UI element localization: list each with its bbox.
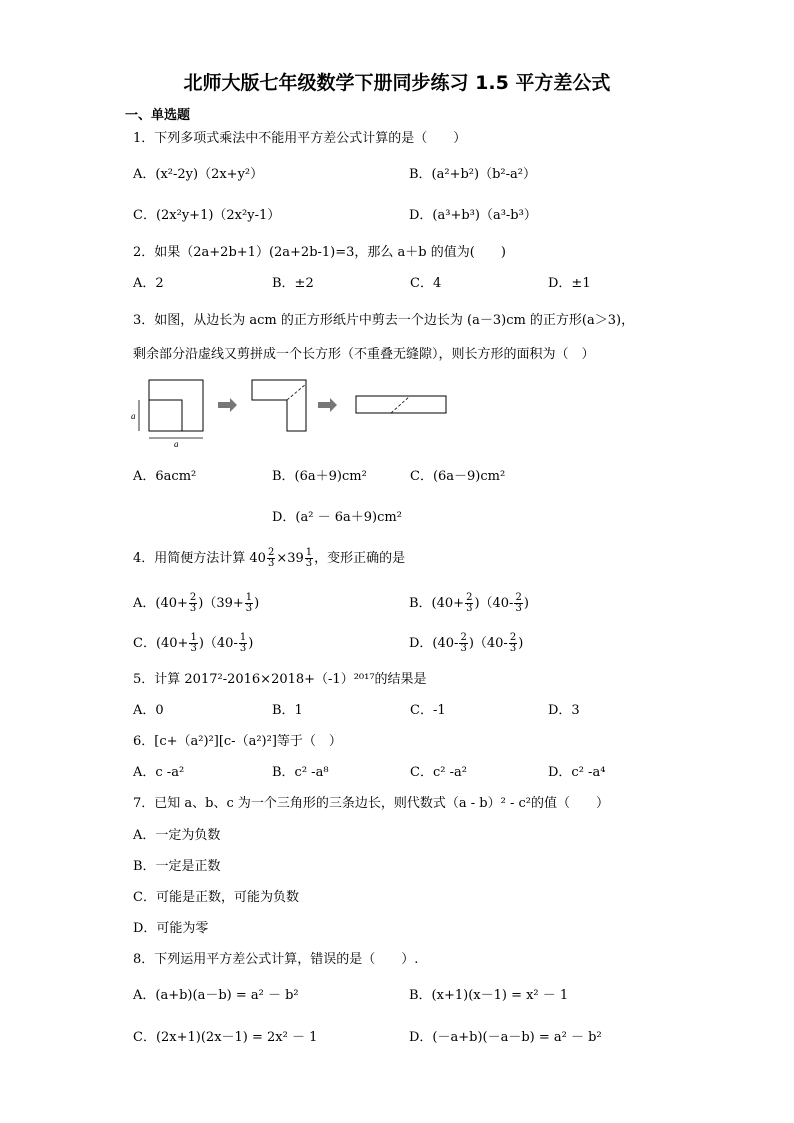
q8-option-d: D．(－a+b)(－a－b) = a² － b²	[409, 1030, 602, 1045]
q6-option-b: B．c² -a⁸	[272, 765, 329, 780]
q1-option-c: C．(2x²y+1)（2x²y-1）	[133, 208, 281, 223]
q3-option-c: C．(6a－9)cm²	[410, 469, 506, 484]
inner-square	[149, 400, 182, 431]
cut-line	[287, 384, 306, 400]
fraction: $\frac{2}{3}$	[267, 547, 275, 569]
arrow-icon	[218, 398, 237, 412]
l-shape	[252, 380, 306, 431]
q6-option-c: C．c² -a²	[410, 765, 467, 780]
q4-stem-mid: ×39	[276, 551, 304, 566]
q1-option-a: A．(x²-2y)（2x+y²）	[133, 167, 264, 182]
q5-option-d: D．3	[548, 703, 580, 718]
q8-option-c: C．(2x+1)(2x－1) = 2x² － 1	[133, 1030, 318, 1045]
q5-option-c: C．-1	[410, 703, 446, 718]
q8-option-a: A．(a+b)(a－b) = a² － b²	[133, 988, 299, 1003]
q7-stem: 7．已知 a、b、c 为一个三角形的三条边长，则代数式（a - b）² - c²的值（ ）	[133, 796, 609, 811]
square-outline	[149, 380, 203, 431]
q2-option-d: D．±1	[548, 276, 591, 291]
q4-stem-pre: 4．用简便方法计算 40	[133, 551, 266, 566]
q3-option-b: B．(6a＋9)cm²	[272, 469, 367, 484]
q4-option-a: A．(40+ $\frac{2}{3}$ )（39+ $\frac{1}{3}$ )	[133, 592, 260, 614]
q1-stem: 1．下列多项式乘法中不能用平方差公式计算的是（ ）	[133, 131, 467, 146]
q3-stem-line2: 剩余部分沿虚线又剪拼成一个长方形（不重叠无缝隙），则长方形的面积为（ ）	[133, 347, 595, 362]
q3-option-d: D．(a² － 6a＋9)cm²	[272, 510, 402, 525]
q5-stem: 5．计算 2017²-2016×2018+（-1）²⁰¹⁷的结果是	[133, 672, 427, 687]
page-title: 北师大版七年级数学下册同步练习 1.5 平方差公式	[183, 72, 611, 94]
q6-option-a: A．c -a²	[133, 765, 185, 780]
q2-option-c: C．4	[410, 276, 442, 291]
section-heading: 一、单选题	[125, 108, 191, 123]
q3-figure	[130, 376, 450, 448]
q7-option-d: D．可能为零	[133, 921, 209, 936]
q4-stem-post: ，变形正确的是	[314, 551, 406, 566]
result-rectangle	[356, 396, 446, 413]
q7-option-b: B．一定是正数	[133, 859, 221, 874]
label-a-horizontal: a	[174, 439, 179, 448]
arrow-icon	[318, 398, 337, 412]
q2-option-a: A．2	[133, 276, 164, 291]
q8-stem: 8．下列运用平方差公式计算，错误的是（ ）.	[133, 952, 419, 967]
q4-option-d: D．(40- $\frac{2}{3}$ )（40- $\frac{2}{3}$ )	[409, 632, 524, 654]
q2-stem: 2．如果（2a+2b+1）(2a+2b-1)=3，那么 a＋b 的值为( )	[133, 245, 506, 260]
q5-option-a: A．0	[133, 703, 164, 718]
cut-line	[391, 396, 410, 413]
label-a-vertical: a	[131, 411, 136, 421]
q6-stem: 6．[c+（a²)²][c-（a²)²]等于（ ）	[133, 734, 342, 749]
q3-option-a: A．6acm²	[133, 469, 197, 484]
q5-option-b: B．1	[272, 703, 303, 718]
q1-option-b: B．(a²+b²)（b²-a²）	[409, 167, 536, 182]
q7-option-a: A．一定为负数	[133, 828, 221, 843]
q7-option-c: C．可能是正数，可能为负数	[133, 890, 299, 905]
q1-option-d: D．(a³+b³)（a³-b³）	[409, 208, 537, 223]
q2-option-b: B．±2	[272, 276, 314, 291]
q4-option-b: B．(40+ $\frac{2}{3}$ )（40- $\frac{2}{3}$ )	[409, 592, 529, 614]
q6-option-d: D．c² -a⁴	[548, 765, 606, 780]
q8-option-b: B．(x+1)(x－1) = x² － 1	[409, 988, 569, 1003]
q4-option-c: C．(40+ $\frac{1}{3}$ )（40- $\frac{1}{3}$ )	[133, 632, 254, 654]
q3-stem-line1: 3．如图，从边长为 acm 的正方形纸片中剪去一个边长为 (a－3)cm 的正方形(a＞3)，	[133, 313, 635, 328]
q4-stem	[133, 548, 405, 569]
fraction: $\frac{1}{3}$	[305, 547, 313, 569]
